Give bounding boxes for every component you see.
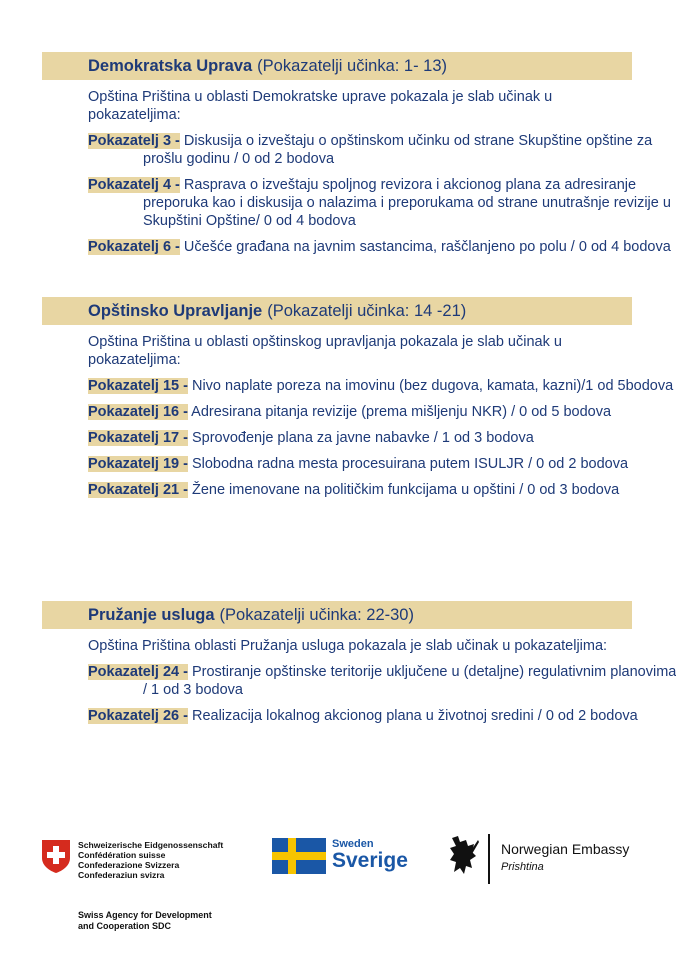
swiss-lang-line: Schweizerische Eidgenossenschaft <box>78 840 224 850</box>
swiss-agency-line: Swiss Agency for Development <box>78 910 212 920</box>
indicator-label: Pokazatelj 17 - <box>88 430 188 446</box>
indicator-label: Pokazatelj 15 - <box>88 378 188 394</box>
section-header <box>42 601 632 629</box>
swiss-lang-line: Confederaziun svizra <box>78 870 165 880</box>
indicator-text: Prostiranje opštinske teritorije uključene u (detaljne) regulativnim planovima / 1 od 3 bodova <box>143 664 676 698</box>
indicator-label: Pokazatelj 4 - <box>88 177 180 193</box>
norway-lion-icon <box>446 834 480 878</box>
indicator-text: Diskusija o izveštaju o opštinskom učinku od strane Skupštine opštine za prošlu godinu / 0 od 2 bodova <box>143 133 653 167</box>
swiss-lang-line: Confederazione Svizzera <box>78 860 180 870</box>
indicator-text: Žene imenovane na političkim funkcijama u opštini / 0 od 3 bodova <box>191 482 620 498</box>
embassy-name: Norwegian Embassy <box>501 841 630 857</box>
norwegian-embassy-logo <box>446 834 630 883</box>
indicator-item <box>88 455 676 473</box>
indicator-item <box>88 429 676 447</box>
indicator-label: Pokazatelj 6 - <box>88 239 180 255</box>
section-header <box>42 52 632 80</box>
sweden-word: Sweden <box>332 838 374 850</box>
section-intro: Opština Priština u oblasti opštinskog upravljanja pokazala je slab učinak u pokazateljima: <box>88 334 562 368</box>
section-pruzanje-usluga <box>42 601 676 725</box>
indicator-text: Rasprava o izveštaju spoljnog revizora i akcionog plana za adresiranje preporuka kao i diskusija o nalazima i preporukama od strane unutrašnje revizije u Skupštini Opštine/ 0 od 4 bodova <box>143 177 671 229</box>
section-title: Demokratska Uprava <box>88 56 253 75</box>
swiss-languages <box>78 840 223 880</box>
indicator-item <box>88 481 676 499</box>
indicator-text: Adresirana pitanja revizije (prema mišljenju NKR) / 0 od 5 bodova <box>191 404 612 420</box>
section-demokratska-uprava <box>42 52 671 256</box>
indicator-item <box>88 403 676 421</box>
swiss-agency <box>78 910 212 932</box>
swiss-lang-line: Confédération suisse <box>78 850 166 860</box>
sweden-flag-icon <box>272 838 326 874</box>
section-header <box>42 297 632 325</box>
divider <box>488 834 490 884</box>
swiss-agency-line: and Cooperation SDC <box>78 921 172 931</box>
section-subtitle: (Pokazatelji učinka: 1- 13) <box>257 56 448 75</box>
indicator-label: Pokazatelj 3 - <box>88 133 180 149</box>
indicator-item <box>88 707 676 725</box>
section-title: Opštinsko Upravljanje <box>88 301 263 320</box>
indicator-text: Sprovođenje plana za javne nabavke / 1 od 3 bodova <box>191 430 534 446</box>
indicator-text: Realizacija lokalnog akcionog plana u životnoj sredini / 0 od 2 bodova <box>191 708 638 724</box>
indicator-label: Pokazatelj 21 - <box>88 482 188 498</box>
indicator-text: Učešće građana na javnim sastancima, raščlanjeno po polu / 0 od 4 bodova <box>183 239 671 255</box>
indicator-label: Pokazatelj 16 - <box>88 404 188 420</box>
section-opstinsko-upravljanje <box>42 297 674 499</box>
indicator-text: Slobodna radna mesta procesuirana putem ISULJR / 0 od 2 bodova <box>191 456 629 472</box>
indicator-item <box>88 176 676 230</box>
section-subtitle: (Pokazatelji učinka: 14 -21) <box>267 301 467 320</box>
sverige-word: Sverige <box>332 849 408 872</box>
indicator-item <box>88 132 676 168</box>
indicator-item <box>88 238 676 256</box>
indicator-label: Pokazatelj 19 - <box>88 456 188 472</box>
indicator-label: Pokazatelj 24 - <box>88 664 188 680</box>
swiss-flag-icon <box>40 838 72 874</box>
section-title: Pružanje usluga <box>88 605 215 624</box>
swiss-sdc-logo <box>40 838 224 931</box>
indicator-text: Nivo naplate poreza na imovinu (bez dugova, kamata, kazni)/1 od 5bodova <box>191 378 674 394</box>
section-intro: Opština Priština u oblasti Demokratske uprave pokazala je slab učinak u pokazateljima: <box>88 89 553 123</box>
indicator-item <box>88 663 676 699</box>
indicator-item <box>88 377 676 395</box>
sweden-logo <box>272 838 408 879</box>
indicator-label: Pokazatelj 26 - <box>88 708 188 724</box>
footer-logos <box>0 820 676 960</box>
section-subtitle: (Pokazatelji učinka: 22-30) <box>219 605 414 624</box>
section-intro: Opština Priština oblasti Pružanja usluga pokazala je slab učinak u pokazateljima: <box>88 638 608 654</box>
embassy-city: Prishtina <box>501 861 544 873</box>
